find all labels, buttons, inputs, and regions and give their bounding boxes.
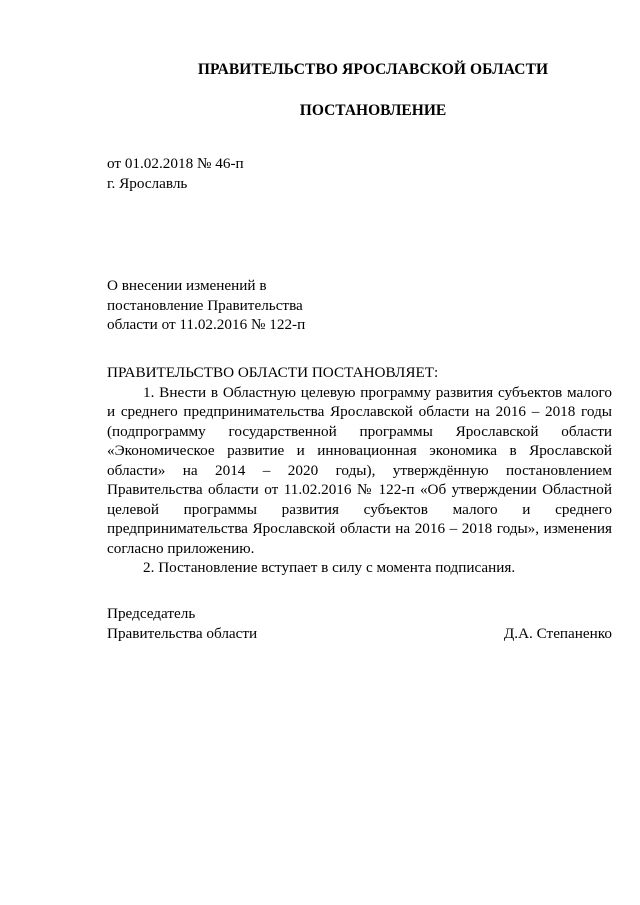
subject-line: постановление Правительства xyxy=(107,296,303,314)
signature-row xyxy=(107,624,612,644)
document-subject xyxy=(107,276,367,335)
signer-position-line2: Правительства области xyxy=(107,624,258,642)
subject-line: О внесении изменений в xyxy=(107,277,267,294)
signature-block xyxy=(107,604,612,643)
signer-position-line1: Председатель xyxy=(107,605,196,622)
date-number: от 01.02.2018 № 46-п xyxy=(107,155,244,172)
subject-line: области от 11.02.2016 № 122-п xyxy=(107,316,306,333)
organization-title: ПРАВИТЕЛЬСТВО ЯРОСЛАВСКОЙ ОБЛАСТИ xyxy=(197,61,549,78)
signer-name: Д.А. Степаненко xyxy=(503,624,612,642)
decree-lead: ПРАВИТЕЛЬСТВО ОБЛАСТИ ПОСТАНОВЛЯЕТ: xyxy=(107,364,439,381)
decree-body xyxy=(107,363,612,578)
city: г. Ярославль xyxy=(107,174,188,192)
document-type-title: ПОСТАНОВЛЕНИЕ xyxy=(299,102,447,119)
decree-item: 2. Постановление вступает в силу с момента подписания. xyxy=(143,559,516,576)
document-meta xyxy=(107,154,244,193)
decree-item: 1. Внести в Областную целевую программу развития субъектов малого и среднего предпринимательства Ярославской области на 2016 – 2018 годы (подпрограмму государственной программы Ярославской области «Экономическое развитие и инновационная экономика в Ярославской области» на 2014 – 2020 годы), утверждённую постановлением Правительства области от 11.02.2016 № 122-п «Об утверждении Областной целевой программы развития субъектов малого и среднего предпринимательства Ярославской области на 2016 – 2018 годы», изменения согласно приложению. xyxy=(107,383,612,557)
